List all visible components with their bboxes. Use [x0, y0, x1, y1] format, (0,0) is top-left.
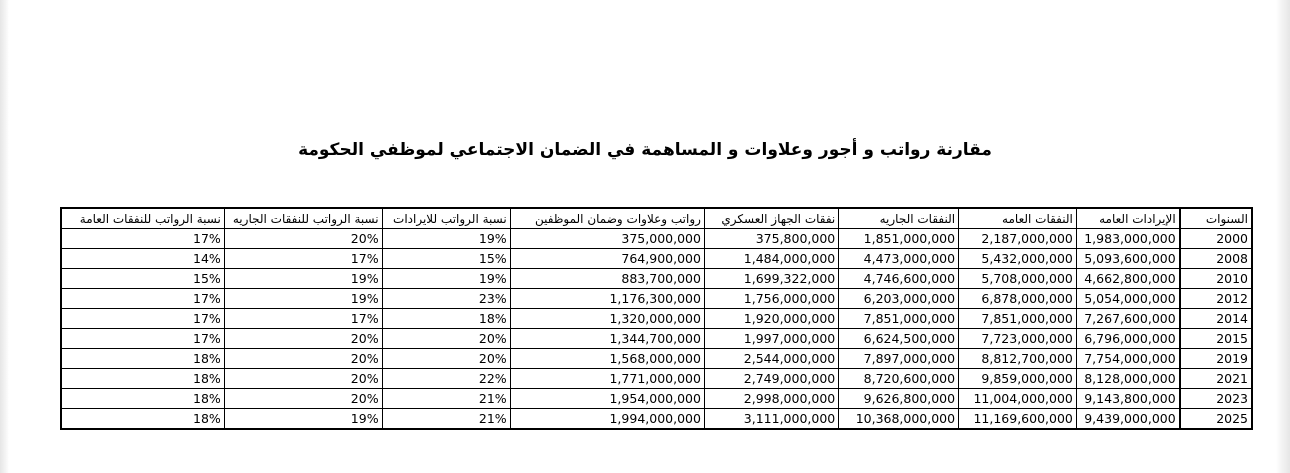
cell-salaries-to-public: 17% — [61, 229, 224, 249]
cell-year: 2023 — [1180, 389, 1252, 409]
cell-public-revenue: 5,054,000,000 — [1076, 289, 1179, 309]
cell-year: 2012 — [1180, 289, 1252, 309]
cell-salaries: 883,700,000 — [510, 269, 704, 289]
cell-salaries-to-public: 15% — [61, 269, 224, 289]
cell-salaries-to-public: 18% — [61, 409, 224, 430]
cell-public-expenditure: 5,432,000,000 — [959, 249, 1077, 269]
header-public-expenditure: النفقات العامه — [959, 208, 1077, 229]
cell-salaries-to-current: 20% — [224, 389, 382, 409]
cell-year: 2008 — [1180, 249, 1252, 269]
table-row — [61, 349, 1252, 369]
cell-salaries: 1,954,000,000 — [510, 389, 704, 409]
cell-public-revenue: 8,128,000,000 — [1076, 369, 1179, 389]
cell-salaries-to-revenue: 19% — [382, 229, 510, 249]
cell-public-revenue: 7,267,600,000 — [1076, 309, 1179, 329]
cell-salaries: 764,900,000 — [510, 249, 704, 269]
cell-year: 2019 — [1180, 349, 1252, 369]
cell-salaries: 1,568,000,000 — [510, 349, 704, 369]
table-row — [61, 329, 1252, 349]
header-salaries: رواتب وعلاوات وضمان الموظفين — [510, 208, 704, 229]
cell-salaries-to-current: 20% — [224, 369, 382, 389]
cell-public-expenditure: 8,812,700,000 — [959, 349, 1077, 369]
cell-military-expenditure: 1,920,000,000 — [704, 309, 838, 329]
cell-year: 2010 — [1180, 269, 1252, 289]
cell-current-expenditure: 4,473,000,000 — [839, 249, 959, 269]
header-military-expenditure: نفقات الجهاز العسكري — [704, 208, 838, 229]
header-salaries-to-public: نسبة الرواتب للنفقات العامة — [61, 208, 224, 229]
cell-public-revenue: 7,754,000,000 — [1076, 349, 1179, 369]
cell-current-expenditure: 6,203,000,000 — [839, 289, 959, 309]
cell-salaries: 1,771,000,000 — [510, 369, 704, 389]
cell-salaries-to-revenue: 18% — [382, 309, 510, 329]
cell-salaries-to-revenue: 19% — [382, 269, 510, 289]
cell-current-expenditure: 10,368,000,000 — [839, 409, 959, 430]
cell-salaries-to-current: 19% — [224, 409, 382, 430]
header-current-expenditure: النفقات الجاريه — [839, 208, 959, 229]
cell-current-expenditure: 6,624,500,000 — [839, 329, 959, 349]
cell-salaries-to-current: 19% — [224, 269, 382, 289]
cell-military-expenditure: 1,699,322,000 — [704, 269, 838, 289]
cell-salaries-to-public: 17% — [61, 329, 224, 349]
cell-current-expenditure: 7,851,000,000 — [839, 309, 959, 329]
cell-salaries-to-current: 17% — [224, 249, 382, 269]
table-row — [61, 409, 1252, 430]
cell-military-expenditure: 3,111,000,000 — [704, 409, 838, 430]
cell-public-expenditure: 6,878,000,000 — [959, 289, 1077, 309]
header-years: السنوات — [1180, 208, 1252, 229]
cell-year: 2014 — [1180, 309, 1252, 329]
table-row — [61, 269, 1252, 289]
table-body — [61, 229, 1252, 430]
cell-year: 2000 — [1180, 229, 1252, 249]
cell-salaries-to-current: 17% — [224, 309, 382, 329]
cell-salaries-to-revenue: 22% — [382, 369, 510, 389]
cell-salaries-to-current: 20% — [224, 229, 382, 249]
cell-salaries-to-current: 20% — [224, 329, 382, 349]
cell-public-revenue: 1,983,000,000 — [1076, 229, 1179, 249]
document-title: مقارنة رواتب و أجور وعلاوات و المساهمة في الضمان الاجتماعي لموظفي الحكومة — [298, 140, 992, 160]
cell-salaries-to-revenue: 21% — [382, 409, 510, 430]
cell-public-expenditure: 2,187,000,000 — [959, 229, 1077, 249]
table-row — [61, 389, 1252, 409]
cell-public-expenditure: 5,708,000,000 — [959, 269, 1077, 289]
cell-salaries-to-public: 17% — [61, 289, 224, 309]
cell-year: 2021 — [1180, 369, 1252, 389]
cell-salaries-to-public: 17% — [61, 309, 224, 329]
cell-military-expenditure: 2,749,000,000 — [704, 369, 838, 389]
cell-current-expenditure: 9,626,800,000 — [839, 389, 959, 409]
table-row — [61, 369, 1252, 389]
cell-salaries-to-public: 18% — [61, 369, 224, 389]
cell-public-revenue: 6,796,000,000 — [1076, 329, 1179, 349]
cell-salaries-to-current: 20% — [224, 349, 382, 369]
cell-public-expenditure: 7,851,000,000 — [959, 309, 1077, 329]
cell-current-expenditure: 8,720,600,000 — [839, 369, 959, 389]
cell-salaries-to-public: 14% — [61, 249, 224, 269]
cell-salaries-to-revenue: 20% — [382, 329, 510, 349]
left-page-edge — [0, 0, 9, 473]
table-row — [61, 309, 1252, 329]
salaries-comparison-table — [60, 207, 1253, 430]
cell-current-expenditure: 7,897,000,000 — [839, 349, 959, 369]
cell-public-expenditure: 11,169,600,000 — [959, 409, 1077, 430]
cell-salaries-to-revenue: 23% — [382, 289, 510, 309]
cell-salaries: 375,000,000 — [510, 229, 704, 249]
cell-salaries: 1,320,000,000 — [510, 309, 704, 329]
cell-military-expenditure: 1,484,000,000 — [704, 249, 838, 269]
cell-salaries-to-current: 19% — [224, 289, 382, 309]
cell-public-expenditure: 7,723,000,000 — [959, 329, 1077, 349]
cell-public-revenue: 9,439,000,000 — [1076, 409, 1179, 430]
cell-salaries-to-revenue: 20% — [382, 349, 510, 369]
cell-public-revenue: 9,143,800,000 — [1076, 389, 1179, 409]
header-public-revenue: الإيرادات العامه — [1076, 208, 1179, 229]
cell-year: 2025 — [1180, 409, 1252, 430]
cell-current-expenditure: 1,851,000,000 — [839, 229, 959, 249]
table-row — [61, 289, 1252, 309]
cell-salaries: 1,994,000,000 — [510, 409, 704, 430]
cell-current-expenditure: 4,746,600,000 — [839, 269, 959, 289]
cell-salaries-to-public: 18% — [61, 389, 224, 409]
table-row — [61, 249, 1252, 269]
cell-salaries: 1,344,700,000 — [510, 329, 704, 349]
table-row — [61, 229, 1252, 249]
cell-military-expenditure: 375,800,000 — [704, 229, 838, 249]
cell-military-expenditure: 1,756,000,000 — [704, 289, 838, 309]
cell-public-expenditure: 9,859,000,000 — [959, 369, 1077, 389]
cell-military-expenditure: 2,544,000,000 — [704, 349, 838, 369]
header-salaries-to-current: نسبة الرواتب للنفقات الجاريه — [224, 208, 382, 229]
cell-public-revenue: 4,662,800,000 — [1076, 269, 1179, 289]
right-page-edge — [1276, 0, 1290, 473]
cell-salaries: 1,176,300,000 — [510, 289, 704, 309]
cell-salaries-to-revenue: 21% — [382, 389, 510, 409]
table-header-row — [61, 208, 1252, 229]
cell-year: 2015 — [1180, 329, 1252, 349]
header-salaries-to-revenue: نسبة الرواتب للايرادات — [382, 208, 510, 229]
cell-salaries-to-public: 18% — [61, 349, 224, 369]
cell-public-expenditure: 11,004,000,000 — [959, 389, 1077, 409]
cell-military-expenditure: 2,998,000,000 — [704, 389, 838, 409]
cell-salaries-to-revenue: 15% — [382, 249, 510, 269]
cell-military-expenditure: 1,997,000,000 — [704, 329, 838, 349]
cell-public-revenue: 5,093,600,000 — [1076, 249, 1179, 269]
